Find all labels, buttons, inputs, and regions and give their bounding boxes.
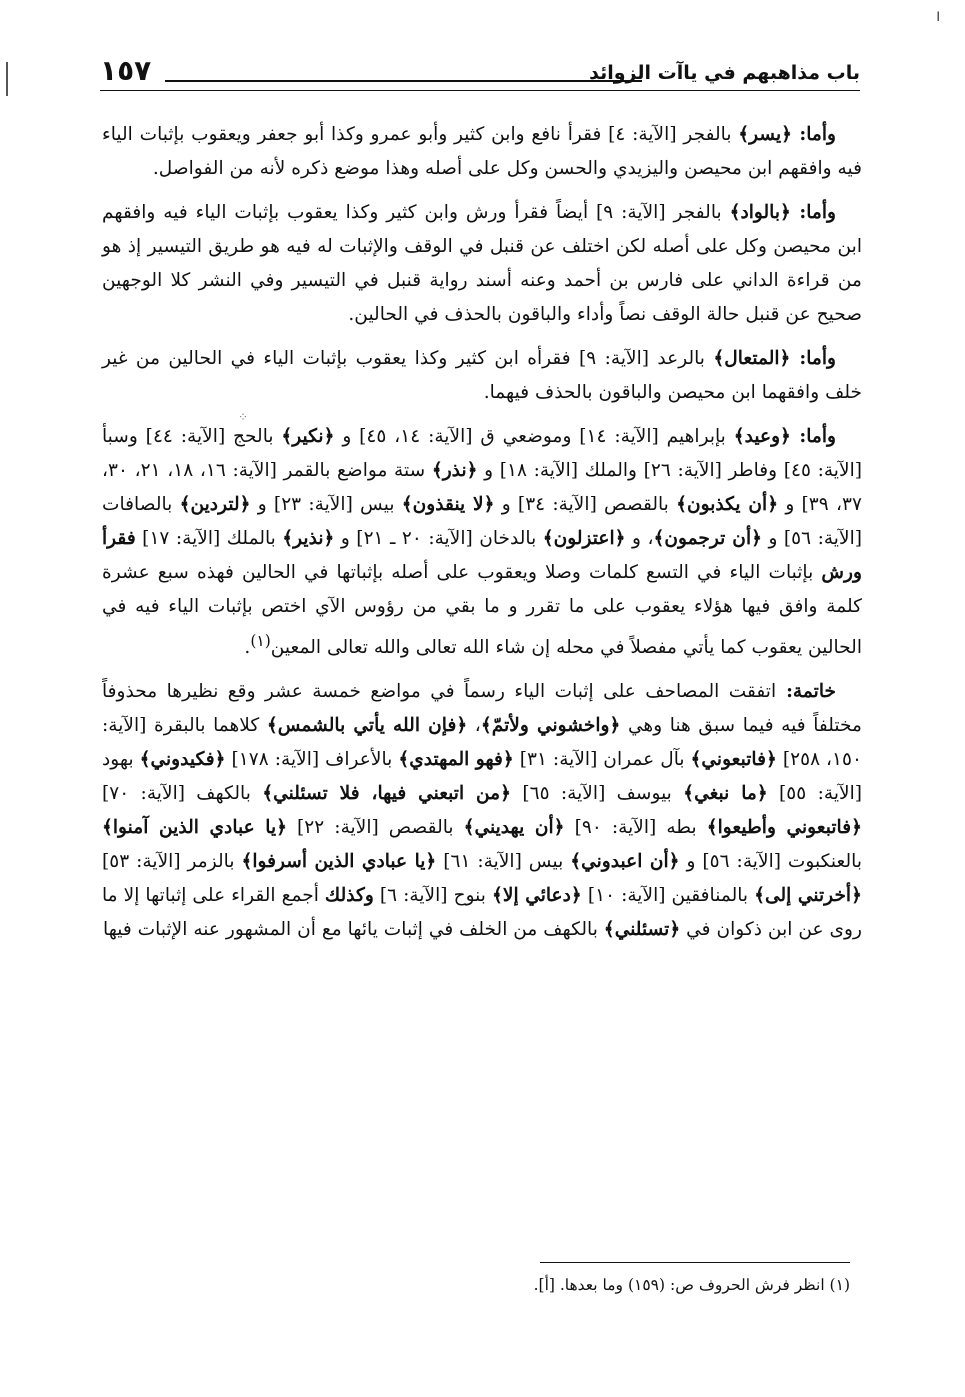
text-run: بإبراهيم [الآية: ١٤] وموضعي ق [الآية: ١٤، ٤٥] و xyxy=(334,426,734,447)
bold-term: ﴿يا عبادي الذين آمنوا﴾ xyxy=(102,817,288,839)
bold-term: ﴿وعيد﴾ xyxy=(733,426,791,447)
text-run: بالملك [الآية: ١٧] xyxy=(135,528,283,549)
bold-term: ﴿لا ينقذون﴾ xyxy=(401,494,495,515)
bold-term: ﴿فاتبعوني وأطيعوا﴾ xyxy=(706,817,862,839)
bold-term: ﴿نكير﴾ xyxy=(281,426,335,447)
bold-term: وأما: xyxy=(792,124,836,145)
bold-term: ﴿أخرتني إلى﴾ xyxy=(754,885,862,907)
paragraph-4 xyxy=(102,420,862,665)
bold-term: ﴿المتعال﴾ xyxy=(713,348,791,369)
paragraph-3 xyxy=(102,342,862,410)
scan-corner-mark: ╷ xyxy=(933,2,943,21)
text-run: بالمنافقين [الآية: ١٠] xyxy=(581,885,755,907)
bold-term: خاتمة: xyxy=(776,681,836,703)
text-run: بالقصص [الآية: ٣٤] و xyxy=(494,494,677,515)
page-number: ١٥٧ xyxy=(100,54,152,87)
bold-term: ﴿أن ترجمون﴾ xyxy=(653,528,763,549)
bold-term: ﴿من اتبعني فيها، فلا تسئلني﴾ xyxy=(262,783,512,805)
text-run: بيس [الآية: ٦١] xyxy=(436,851,571,873)
text-run: بالدخان [الآية: ٢٠ ـ ٢١] و xyxy=(334,528,543,549)
text-run: بالعنكبوت [الآية: ٥٦] و xyxy=(679,851,862,873)
main-text xyxy=(102,118,862,957)
text-run: أجمع القراء على إثباتها إلا ما روى عن ابن ذكوان في xyxy=(102,885,862,941)
text-run: كلاهما بالبقرة [الآية: ١٥٠، ٢٥٨] xyxy=(102,715,863,771)
bold-term: ﴿نذير﴾ xyxy=(282,528,335,549)
text-run: بالرعد [الآية: ٩] فقرأه ابن كثير وكذا يعقوب بإثبات الياء في الحالين من غير خلف وافقهما ابن محيصن والباقون بالحذف فيهما. xyxy=(102,348,862,403)
bold-term: ﴿فاتبعوني﴾ xyxy=(690,749,777,771)
footnote-ref: (١) xyxy=(250,632,271,650)
bold-term: ﴿ما نبغي﴾ xyxy=(683,783,768,805)
text-run: بآل عمران [الآية: ٣١] xyxy=(513,749,691,771)
scan-edge-mark xyxy=(6,62,8,96)
text-run: بالحج [الآية: ٤٤] وسبأ [الآية: ٤٥] وفاطر [الآية: ٢٦] والملك [الآية: ١٨] و xyxy=(102,426,862,481)
bold-term: ﴿أن يهديني﴾ xyxy=(463,817,565,839)
text-run: بالصافات [الآية: ٥٦] و xyxy=(102,494,862,549)
bold-term: وكذلك xyxy=(324,885,374,907)
bold-term: فقرأ ورش xyxy=(102,528,862,583)
text-run: بيس [الآية: ٢٣] و xyxy=(250,494,402,515)
bold-term: وأما: xyxy=(790,426,836,447)
text-run: . xyxy=(244,637,251,659)
bold-term: ﴿فكيدوني﴾ xyxy=(139,749,226,771)
text-run: بطه [الآية: ٩٠] xyxy=(564,817,707,839)
text-run: بالكهف [الآية: ٧٠] xyxy=(102,783,263,805)
text-run: بإثبات الياء في التسع كلمات وصلا ويعقوب على أصله بإثباتها في الحالين فهذه سبع عشرة كلمة وافق فيها هؤلاء يعقوب على ما تقرر و ما بقي من رؤوس الآي اختص بإثبات الياء فيه في الحالين يعقوب كما يأتي مفصلاً في محله إن شاء الله تعالى والله تعالى المعين xyxy=(102,562,862,659)
text-run: بالفجر [الآية: ٩] أيضاً فقرأ ورش وابن كثير وكذا يعقوب بإثبات الياء فيه وافقهم ابن محيصن وكل على أصله لكن اختلف عن قنبل في الوقف والإثبات له فيه هو طريق التيسير إذ هو من قراءة الداني على فارس بن أحمد وعنه أسند رواية قنبل في التيسير وفي النشر كلا الوجهين صحيح عن قنبل حالة الوقف نصاً وأداء والباقون بالحذف في الحالين. xyxy=(102,202,862,325)
bold-term: ﴿دعائي إلا﴾ xyxy=(491,885,582,907)
running-title: باب مذاهبهم في ياآت الزوائد xyxy=(589,62,860,84)
bold-term: وأما: xyxy=(790,202,837,223)
page-header xyxy=(100,52,860,92)
text-run: بالزمر [الآية: ٥٣] xyxy=(102,851,242,873)
text-run: ، و xyxy=(625,528,654,549)
text-run: بالأعراف [الآية: ١٧٨] xyxy=(225,749,399,771)
paragraph-2 xyxy=(102,196,862,332)
text-run: بالفجر [الآية: ٤] فقرأ نافع وابن كثير وأبو عمرو وكذا أبو جعفر ويعقوب بإثبات الياء فيه وافقهم ابن محيصن واليزيدي والحسن وكل على أصله وهذا موضع ذكره لأنه من الفواصل. xyxy=(102,124,862,179)
paragraph-5 xyxy=(102,675,862,947)
text-run: اتفقت المصاحف على إثبات الياء رسماً في مواضع خمسة عشر وقع نظيرها محذوفاً مختلفاً فيه فيما سبق هنا وهي xyxy=(102,681,863,737)
bold-term: ﴿نذر﴾ xyxy=(431,460,478,481)
bold-term: ﴿أن يكذبون﴾ xyxy=(676,494,779,515)
text-run: بالقصص [الآية: ٢٢] xyxy=(287,817,464,839)
text-run: بيوسف [الآية: ٦٥] xyxy=(511,783,684,805)
footnote: (١) انظر فرش الحروف ص: (١٥٩) وما بعدها. [أ]. xyxy=(533,1276,850,1294)
bold-term: ﴿اعتزلون﴾ xyxy=(542,528,626,549)
text-run: ستة مواضع بالقمر [الآية: ١٦، ١٨، ٢١، ٣٠، ٣٧، ٣٩] و xyxy=(102,460,862,515)
bold-term: ﴿يسر﴾ xyxy=(738,124,793,145)
bold-term: ﴿فإن الله يأتي بالشمس﴾ xyxy=(266,715,468,737)
text-run: بالكهف من الخلف في إثبات يائها مع أن المشهور عنه الإثبات فيها xyxy=(103,919,604,941)
bold-term: ﴿بالواد﴾ xyxy=(729,202,791,223)
bold-term: ﴿أن اعبدوني﴾ xyxy=(570,851,680,873)
header-rule xyxy=(165,80,642,82)
text-run: بهود [الآية: ٥٥] xyxy=(102,749,863,805)
bold-term: ﴿يا عبادي الذين أسرفوا﴾ xyxy=(241,851,437,873)
text-run: ، xyxy=(467,715,481,737)
header-underline xyxy=(100,90,860,91)
bold-term: وأما: xyxy=(790,348,836,369)
bold-term: ﴿واخشوني ولأتمّ﴾ xyxy=(480,715,621,737)
scan-speck: ⁘ xyxy=(238,410,249,424)
bold-term: ﴿تسئلني﴾ xyxy=(603,919,681,941)
paragraph-1 xyxy=(102,118,862,186)
footnote-rule xyxy=(540,1262,850,1263)
bold-term: ﴿لتردين﴾ xyxy=(179,494,251,515)
text-run: بنوح [الآية: ٦] xyxy=(373,885,492,907)
bold-term: ﴿فهو المهتدي﴾ xyxy=(398,749,514,771)
